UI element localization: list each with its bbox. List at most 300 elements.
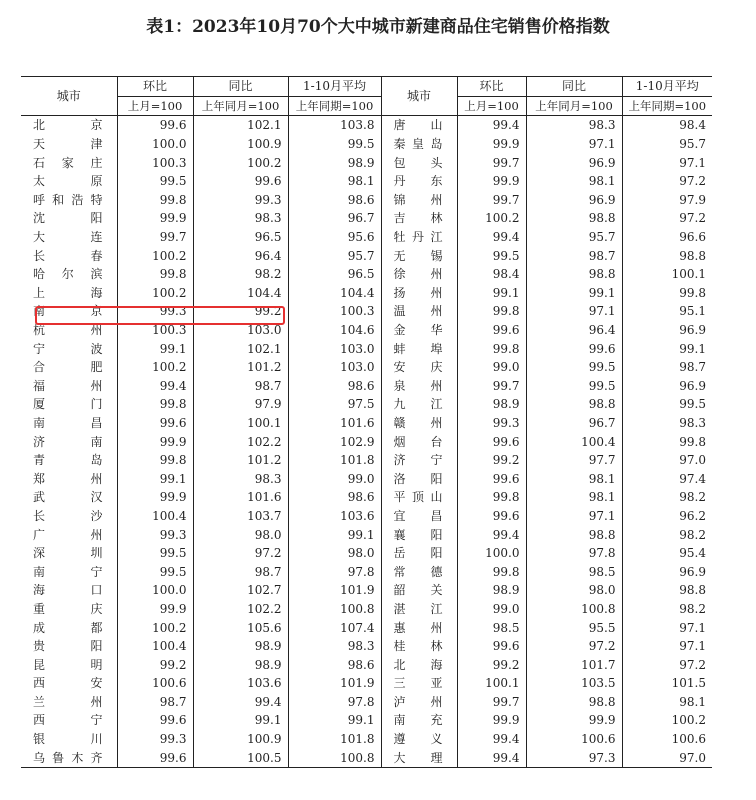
left-mom-cell: 99.6 xyxy=(117,711,193,730)
right-yoy-cell: 100.6 xyxy=(526,730,622,749)
right-yoy-cell: 98.8 xyxy=(526,209,622,228)
right-city-cell: 吉 林 xyxy=(381,209,457,228)
table-row xyxy=(21,284,712,303)
left-mom-cell: 99.9 xyxy=(117,600,193,619)
highlight-box-nanjing xyxy=(35,306,285,325)
left-city-cell: 厦 门 xyxy=(33,397,103,412)
left-avg-cell: 100.8 xyxy=(288,748,381,767)
left-avg-cell: 104.6 xyxy=(288,321,381,340)
right-avg-cell: 96.9 xyxy=(622,377,712,396)
left-yoy-cell: 98.9 xyxy=(193,637,288,656)
left-avg-cell: 101.9 xyxy=(288,674,381,693)
right-mom-cell: 99.0 xyxy=(457,600,526,619)
left-city-cell: 哈尔滨 xyxy=(33,267,103,282)
left-avg-cell: 97.5 xyxy=(288,395,381,414)
right-mom-cell: 99.4 xyxy=(457,228,526,247)
left-city-cell: 乌鲁木齐 xyxy=(21,748,117,767)
left-avg-cell: 103.8 xyxy=(288,116,381,135)
table-row xyxy=(21,451,712,470)
left-city-cell: 郑 州 xyxy=(33,471,103,486)
left-city-cell: 银 川 xyxy=(33,732,103,747)
right-city-cell: 泉 州 xyxy=(381,377,457,396)
left-city-cell: 海 口 xyxy=(33,583,103,598)
left-mom-cell: 99.9 xyxy=(117,432,193,451)
left-yoy-cell: 98.2 xyxy=(193,265,288,284)
left-yoy-cell: 98.3 xyxy=(193,469,288,488)
left-mom-cell: 100.2 xyxy=(117,358,193,377)
right-city-cell: 韶 关 xyxy=(381,581,457,600)
left-city-cell: 深 圳 xyxy=(33,546,103,561)
right-yoy-cell: 95.7 xyxy=(526,228,622,247)
left-mom-cell: 99.6 xyxy=(117,116,193,135)
right-avg-cell: 98.2 xyxy=(622,600,712,619)
table-row xyxy=(21,600,712,619)
right-yoy-cell: 98.8 xyxy=(526,395,622,414)
right-yoy-cell: 98.8 xyxy=(526,693,622,712)
left-city-cell: 兰 州 xyxy=(33,694,103,709)
right-city-cell: 济 宁 xyxy=(381,451,457,470)
right-mom-cell: 99.8 xyxy=(457,562,526,581)
left-yoy-cell: 105.6 xyxy=(193,618,288,637)
right-avg-cell: 98.3 xyxy=(622,414,712,433)
left-yoy-cell: 96.4 xyxy=(193,246,288,265)
left-city-cell: 长 春 xyxy=(33,248,103,263)
header-avg-right: 1-10月平均 xyxy=(622,77,712,97)
right-city-cell: 扬 州 xyxy=(381,284,457,303)
right-avg-cell: 96.6 xyxy=(622,228,712,247)
table-row xyxy=(21,116,712,135)
right-yoy-cell: 97.1 xyxy=(526,507,622,526)
right-avg-cell: 98.4 xyxy=(622,116,712,135)
right-mom-cell: 99.9 xyxy=(457,135,526,154)
table-row xyxy=(21,469,712,488)
right-yoy-cell: 98.5 xyxy=(526,562,622,581)
left-avg-cell: 98.3 xyxy=(288,637,381,656)
right-yoy-cell: 101.7 xyxy=(526,655,622,674)
left-city-cell: 上 海 xyxy=(33,285,103,300)
right-yoy-cell: 98.0 xyxy=(526,581,622,600)
right-city-cell: 温 州 xyxy=(381,302,457,321)
left-yoy-cell: 98.0 xyxy=(193,525,288,544)
left-avg-cell: 98.9 xyxy=(288,153,381,172)
left-avg-cell: 101.8 xyxy=(288,730,381,749)
right-avg-cell: 97.2 xyxy=(622,209,712,228)
left-avg-cell: 98.0 xyxy=(288,544,381,563)
right-city-cell: 惠 州 xyxy=(381,618,457,637)
left-yoy-cell: 99.3 xyxy=(193,191,288,210)
right-city-cell: 锦 州 xyxy=(381,191,457,210)
left-mom-cell: 99.1 xyxy=(117,469,193,488)
table-body xyxy=(21,116,712,768)
left-mom-cell: 99.6 xyxy=(117,414,193,433)
left-yoy-cell: 99.4 xyxy=(193,693,288,712)
right-mom-cell: 98.4 xyxy=(457,265,526,284)
table-row xyxy=(21,172,712,191)
left-mom-cell: 99.3 xyxy=(117,525,193,544)
right-yoy-cell: 98.1 xyxy=(526,469,622,488)
left-city-cell: 宁 波 xyxy=(33,341,103,356)
right-avg-cell: 98.8 xyxy=(622,581,712,600)
header-avg-sub-left: 上年同期=100 xyxy=(288,96,381,116)
left-mom-cell: 99.9 xyxy=(117,209,193,228)
left-mom-cell: 99.9 xyxy=(117,488,193,507)
right-yoy-cell: 98.7 xyxy=(526,246,622,265)
table-row xyxy=(21,637,712,656)
header-mom-sub-left: 上月=100 xyxy=(117,96,193,116)
right-avg-cell: 101.5 xyxy=(622,674,712,693)
right-mom-cell: 99.7 xyxy=(457,191,526,210)
left-mom-cell: 99.4 xyxy=(117,377,193,396)
right-avg-cell: 97.4 xyxy=(622,469,712,488)
left-mom-cell: 99.8 xyxy=(117,451,193,470)
right-yoy-cell: 96.9 xyxy=(526,153,622,172)
left-yoy-cell: 102.7 xyxy=(193,581,288,600)
left-yoy-cell: 100.5 xyxy=(193,748,288,767)
right-yoy-cell: 98.8 xyxy=(526,265,622,284)
left-avg-cell: 101.8 xyxy=(288,451,381,470)
left-mom-cell: 99.8 xyxy=(117,265,193,284)
left-yoy-cell: 101.6 xyxy=(193,488,288,507)
left-city-cell: 天 津 xyxy=(33,137,103,152)
right-yoy-cell: 98.1 xyxy=(526,488,622,507)
table-row xyxy=(21,228,712,247)
header-mom-sub-right: 上月=100 xyxy=(457,96,526,116)
left-avg-cell: 98.6 xyxy=(288,655,381,674)
right-avg-cell: 97.0 xyxy=(622,748,712,767)
left-avg-cell: 103.0 xyxy=(288,358,381,377)
table-row xyxy=(21,562,712,581)
left-avg-cell: 95.6 xyxy=(288,228,381,247)
right-avg-cell: 97.0 xyxy=(622,451,712,470)
left-city-cell: 西 宁 xyxy=(33,713,103,728)
right-yoy-cell: 99.6 xyxy=(526,339,622,358)
table-row xyxy=(21,246,712,265)
left-mom-cell: 100.4 xyxy=(117,507,193,526)
header-yoy-sub-right: 上年同月=100 xyxy=(526,96,622,116)
right-yoy-cell: 100.4 xyxy=(526,432,622,451)
table-row xyxy=(21,377,712,396)
right-yoy-cell: 98.3 xyxy=(526,116,622,135)
right-avg-cell: 98.1 xyxy=(622,693,712,712)
left-city-cell: 太 原 xyxy=(33,174,103,189)
table-header xyxy=(21,77,712,116)
table-row xyxy=(21,748,712,767)
left-city-cell: 合 肥 xyxy=(33,360,103,375)
left-mom-cell: 100.2 xyxy=(117,246,193,265)
left-city-cell: 昆 明 xyxy=(33,657,103,672)
table-row xyxy=(21,674,712,693)
right-city-cell: 九 江 xyxy=(381,395,457,414)
right-city-cell: 洛 阳 xyxy=(381,469,457,488)
table-row xyxy=(21,414,712,433)
left-mom-cell: 99.2 xyxy=(117,655,193,674)
right-mom-cell: 99.1 xyxy=(457,284,526,303)
right-yoy-cell: 96.7 xyxy=(526,414,622,433)
right-avg-cell: 96.9 xyxy=(622,321,712,340)
table-row xyxy=(21,395,712,414)
right-yoy-cell: 99.1 xyxy=(526,284,622,303)
right-mom-cell: 99.8 xyxy=(457,302,526,321)
left-avg-cell: 98.1 xyxy=(288,172,381,191)
left-avg-cell: 99.5 xyxy=(288,135,381,154)
left-mom-cell: 99.1 xyxy=(117,339,193,358)
left-mom-cell: 99.6 xyxy=(117,748,193,767)
left-yoy-cell: 99.1 xyxy=(193,711,288,730)
left-avg-cell: 99.1 xyxy=(288,525,381,544)
right-avg-cell: 98.7 xyxy=(622,358,712,377)
header-yoy-sub-left: 上年同月=100 xyxy=(193,96,288,116)
right-city-cell: 蚌 埠 xyxy=(381,339,457,358)
left-yoy-cell: 102.1 xyxy=(193,116,288,135)
right-yoy-cell: 99.5 xyxy=(526,377,622,396)
right-mom-cell: 99.0 xyxy=(457,358,526,377)
right-mom-cell: 99.4 xyxy=(457,730,526,749)
right-avg-cell: 97.1 xyxy=(622,618,712,637)
left-mom-cell: 99.5 xyxy=(117,562,193,581)
left-city-cell: 沈 阳 xyxy=(33,211,103,226)
right-city-cell: 遵 义 xyxy=(381,730,457,749)
right-yoy-cell: 97.1 xyxy=(526,302,622,321)
right-city-cell: 北 海 xyxy=(381,655,457,674)
table-row xyxy=(21,265,712,284)
left-mom-cell: 99.3 xyxy=(117,730,193,749)
table-row xyxy=(21,581,712,600)
right-avg-cell: 95.7 xyxy=(622,135,712,154)
right-avg-cell: 100.6 xyxy=(622,730,712,749)
right-avg-cell: 99.8 xyxy=(622,432,712,451)
left-yoy-cell: 102.1 xyxy=(193,339,288,358)
right-city-cell: 常 德 xyxy=(381,562,457,581)
left-yoy-cell: 103.6 xyxy=(193,674,288,693)
right-mom-cell: 99.7 xyxy=(457,693,526,712)
right-city-cell: 赣 州 xyxy=(381,414,457,433)
right-city-cell: 平顶山 xyxy=(381,488,457,507)
right-yoy-cell: 97.3 xyxy=(526,748,622,767)
left-city-cell: 广 州 xyxy=(33,527,103,542)
left-mom-cell: 100.0 xyxy=(117,581,193,600)
right-city-cell: 泸 州 xyxy=(381,693,457,712)
right-city-cell: 桂 林 xyxy=(381,637,457,656)
table-row xyxy=(21,153,712,172)
left-avg-cell: 100.8 xyxy=(288,600,381,619)
left-city-cell: 武 汉 xyxy=(33,490,103,505)
left-yoy-cell: 104.4 xyxy=(193,284,288,303)
left-city-cell: 南 昌 xyxy=(33,415,103,430)
right-yoy-cell: 98.1 xyxy=(526,172,622,191)
right-mom-cell: 99.6 xyxy=(457,469,526,488)
table-row xyxy=(21,488,712,507)
header-yoy-right: 同比 xyxy=(526,77,622,97)
right-mom-cell: 98.9 xyxy=(457,395,526,414)
left-city-cell: 青 岛 xyxy=(33,453,103,468)
left-city-cell: 石家庄 xyxy=(33,155,103,170)
right-mom-cell: 99.3 xyxy=(457,414,526,433)
left-mom-cell: 99.8 xyxy=(117,191,193,210)
left-yoy-cell: 100.2 xyxy=(193,153,288,172)
table-row xyxy=(21,544,712,563)
left-mom-cell: 98.7 xyxy=(117,693,193,712)
header-city-left: 城市 xyxy=(21,77,117,116)
table-row xyxy=(21,358,712,377)
right-city-cell: 无 锡 xyxy=(381,246,457,265)
right-yoy-cell: 99.5 xyxy=(526,358,622,377)
right-city-cell: 南 充 xyxy=(381,711,457,730)
right-avg-cell: 96.9 xyxy=(622,562,712,581)
right-yoy-cell: 96.4 xyxy=(526,321,622,340)
left-city-cell: 南 京 xyxy=(33,304,103,319)
right-avg-cell: 98.2 xyxy=(622,525,712,544)
right-yoy-cell: 97.1 xyxy=(526,135,622,154)
table-row xyxy=(21,135,712,154)
right-yoy-cell: 95.5 xyxy=(526,618,622,637)
right-mom-cell: 99.6 xyxy=(457,637,526,656)
right-avg-cell: 95.1 xyxy=(622,302,712,321)
right-mom-cell: 100.2 xyxy=(457,209,526,228)
right-avg-cell: 97.2 xyxy=(622,172,712,191)
left-city-cell: 西 安 xyxy=(33,676,103,691)
right-city-cell: 三 亚 xyxy=(381,674,457,693)
left-avg-cell: 99.0 xyxy=(288,469,381,488)
left-avg-cell: 103.6 xyxy=(288,507,381,526)
right-city-cell: 徐 州 xyxy=(381,265,457,284)
right-mom-cell: 99.5 xyxy=(457,246,526,265)
right-yoy-cell: 99.9 xyxy=(526,711,622,730)
left-city-cell: 南 宁 xyxy=(33,564,103,579)
left-mom-cell: 99.8 xyxy=(117,395,193,414)
right-city-cell: 安 庆 xyxy=(381,358,457,377)
right-mom-cell: 100.1 xyxy=(457,674,526,693)
left-avg-cell: 101.6 xyxy=(288,414,381,433)
left-city-cell: 北 京 xyxy=(33,118,103,133)
right-city-cell: 秦皇岛 xyxy=(381,135,457,154)
left-avg-cell: 97.8 xyxy=(288,562,381,581)
left-avg-cell: 102.9 xyxy=(288,432,381,451)
right-yoy-cell: 97.7 xyxy=(526,451,622,470)
right-city-cell: 襄 阳 xyxy=(381,525,457,544)
left-avg-cell: 96.7 xyxy=(288,209,381,228)
right-mom-cell: 100.0 xyxy=(457,544,526,563)
table-row xyxy=(21,507,712,526)
right-city-cell: 烟 台 xyxy=(381,432,457,451)
left-avg-cell: 98.6 xyxy=(288,377,381,396)
right-city-cell: 大 理 xyxy=(381,748,457,767)
left-mom-cell: 100.2 xyxy=(117,618,193,637)
right-avg-cell: 99.5 xyxy=(622,395,712,414)
left-yoy-cell: 101.2 xyxy=(193,451,288,470)
left-yoy-cell: 98.7 xyxy=(193,377,288,396)
right-mom-cell: 99.6 xyxy=(457,432,526,451)
right-mom-cell: 99.4 xyxy=(457,748,526,767)
left-mom-cell: 100.3 xyxy=(117,321,193,340)
left-avg-cell: 98.6 xyxy=(288,488,381,507)
header-avg-sub-right: 上年同期=100 xyxy=(622,96,712,116)
right-avg-cell: 100.1 xyxy=(622,265,712,284)
left-city-cell: 呼和浩特 xyxy=(33,192,103,207)
left-yoy-cell: 97.2 xyxy=(193,544,288,563)
right-mom-cell: 99.7 xyxy=(457,377,526,396)
left-yoy-cell: 101.2 xyxy=(193,358,288,377)
header-avg-left: 1-10月平均 xyxy=(288,77,381,97)
left-mom-cell: 99.7 xyxy=(117,228,193,247)
right-yoy-cell: 97.2 xyxy=(526,637,622,656)
right-city-cell: 丹 东 xyxy=(381,172,457,191)
table-row xyxy=(21,525,712,544)
header-mom-left: 环比 xyxy=(117,77,193,97)
table-row xyxy=(21,339,712,358)
left-city-cell: 贵 阳 xyxy=(33,639,103,654)
left-yoy-cell: 98.7 xyxy=(193,562,288,581)
table-row xyxy=(21,432,712,451)
header-mom-right: 环比 xyxy=(457,77,526,97)
right-mom-cell: 99.6 xyxy=(457,321,526,340)
price-index-table xyxy=(21,76,712,768)
left-yoy-cell: 98.3 xyxy=(193,209,288,228)
right-mom-cell: 99.8 xyxy=(457,339,526,358)
left-avg-cell: 99.1 xyxy=(288,711,381,730)
table-row xyxy=(21,191,712,210)
right-city-cell: 湛 江 xyxy=(381,600,457,619)
left-yoy-cell: 100.9 xyxy=(193,135,288,154)
right-avg-cell: 100.2 xyxy=(622,711,712,730)
right-avg-cell: 97.9 xyxy=(622,191,712,210)
header-yoy-left: 同比 xyxy=(193,77,288,97)
left-yoy-cell: 100.9 xyxy=(193,730,288,749)
right-mom-cell: 99.4 xyxy=(457,525,526,544)
right-mom-cell: 98.9 xyxy=(457,581,526,600)
table-row xyxy=(21,711,712,730)
right-mom-cell: 99.2 xyxy=(457,655,526,674)
right-mom-cell: 99.9 xyxy=(457,172,526,191)
left-yoy-cell: 98.9 xyxy=(193,655,288,674)
right-city-cell: 宜 昌 xyxy=(381,507,457,526)
left-avg-cell: 103.0 xyxy=(288,339,381,358)
left-yoy-cell: 99.2 xyxy=(193,302,288,321)
right-yoy-cell: 98.8 xyxy=(526,525,622,544)
right-mom-cell: 99.7 xyxy=(457,153,526,172)
left-mom-cell: 99.3 xyxy=(117,302,193,321)
left-avg-cell: 98.6 xyxy=(288,191,381,210)
left-mom-cell: 99.5 xyxy=(117,544,193,563)
left-avg-cell: 96.5 xyxy=(288,265,381,284)
right-avg-cell: 99.8 xyxy=(622,284,712,303)
right-avg-cell: 98.2 xyxy=(622,488,712,507)
left-mom-cell: 100.3 xyxy=(117,153,193,172)
right-yoy-cell: 103.5 xyxy=(526,674,622,693)
table-row xyxy=(21,693,712,712)
table-row xyxy=(21,655,712,674)
right-avg-cell: 99.1 xyxy=(622,339,712,358)
right-yoy-cell: 96.9 xyxy=(526,191,622,210)
left-yoy-cell: 96.5 xyxy=(193,228,288,247)
left-yoy-cell: 97.9 xyxy=(193,395,288,414)
left-city-cell: 福 州 xyxy=(33,378,103,393)
right-avg-cell: 97.1 xyxy=(622,153,712,172)
left-city-cell: 成 都 xyxy=(33,620,103,635)
right-avg-cell: 97.1 xyxy=(622,637,712,656)
right-mom-cell: 99.9 xyxy=(457,711,526,730)
left-yoy-cell: 102.2 xyxy=(193,432,288,451)
left-mom-cell: 100.4 xyxy=(117,637,193,656)
left-yoy-cell: 99.6 xyxy=(193,172,288,191)
right-avg-cell: 97.2 xyxy=(622,655,712,674)
left-yoy-cell: 102.2 xyxy=(193,600,288,619)
left-yoy-cell: 103.0 xyxy=(193,321,288,340)
right-mom-cell: 98.5 xyxy=(457,618,526,637)
left-avg-cell: 107.4 xyxy=(288,618,381,637)
table-row xyxy=(21,209,712,228)
left-avg-cell: 100.3 xyxy=(288,302,381,321)
right-city-cell: 包 头 xyxy=(381,153,457,172)
